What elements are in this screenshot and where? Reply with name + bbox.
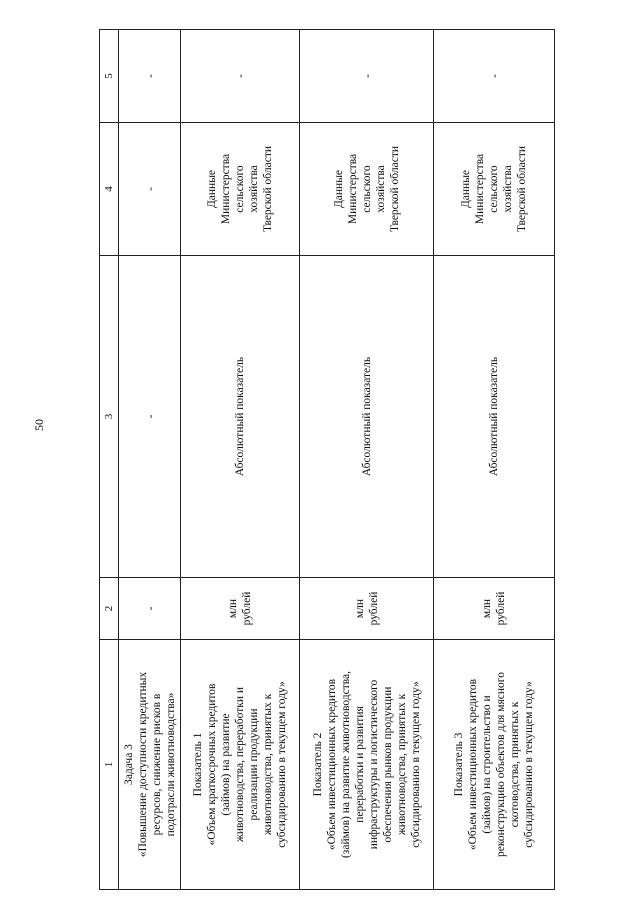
indicator-text-line: «Объем инвестиционных кредитов bbox=[467, 678, 479, 851]
indicator-description bbox=[434, 640, 555, 890]
indicator-text-line: (займов) на строительство и bbox=[481, 695, 493, 834]
task-unit: - bbox=[119, 578, 181, 640]
indicator-row bbox=[434, 30, 555, 890]
rotated-table-container bbox=[99, 30, 549, 890]
source-line: Министерства bbox=[346, 153, 359, 225]
indicator-text-line: (займов) на развитие животноводства, bbox=[339, 670, 352, 859]
indicator-method: Абсолютный показатель bbox=[181, 256, 300, 578]
task-text-line: подотрасли животноводства» bbox=[164, 692, 177, 837]
header-cell-5: 5 bbox=[100, 30, 119, 123]
indicator-row bbox=[181, 30, 300, 890]
indicator-unit bbox=[300, 578, 434, 640]
indicator-text-line: «Объем инвестиционных кредитов bbox=[325, 678, 338, 851]
indicator-title: Показатель 2 bbox=[311, 732, 324, 797]
source-line: Тверской области bbox=[388, 146, 401, 232]
unit-line: млн bbox=[227, 598, 239, 619]
task-text-line: ресурсов, снижение рисков в bbox=[150, 693, 163, 836]
task-method: - bbox=[119, 256, 181, 578]
header-cell-3: 3 bbox=[100, 256, 119, 578]
task-title: Задача 3 bbox=[122, 744, 135, 785]
indicator-text-line: инфраструктуры и логистического bbox=[367, 679, 380, 850]
task-text-line: «Повышение доступности кредитных bbox=[136, 671, 149, 858]
source-line: сельского bbox=[234, 165, 246, 213]
source-line: Министерства bbox=[220, 153, 232, 225]
indicator-title: Показатель 3 bbox=[453, 732, 465, 797]
indicator-text-line: животноводства, принятых к bbox=[262, 693, 274, 836]
unit-line: рублей bbox=[241, 591, 253, 626]
indicators-table bbox=[99, 29, 555, 890]
indicator-method: Абсолютный показатель bbox=[300, 256, 434, 578]
indicator-extra: - bbox=[300, 30, 434, 123]
source-line: хозяйства bbox=[374, 165, 387, 213]
task-description bbox=[119, 640, 181, 890]
indicator-text-line: переработки и развития bbox=[353, 706, 366, 823]
indicator-method: Абсолютный показатель bbox=[434, 256, 555, 578]
source-line: Данные bbox=[460, 169, 472, 209]
header-cell-4: 4 bbox=[100, 123, 119, 256]
source-line: Данные bbox=[332, 169, 345, 209]
indicator-unit bbox=[181, 578, 300, 640]
task-extra: - bbox=[119, 30, 181, 123]
indicator-extra: - bbox=[181, 30, 300, 123]
source-line: Данные bbox=[206, 169, 218, 209]
header-cell-1: 1 bbox=[100, 640, 119, 890]
indicator-source bbox=[300, 123, 434, 256]
indicator-text-line: субсидированию в текущем году» bbox=[409, 681, 422, 848]
indicator-text-line: скотоводства, принятых к bbox=[509, 701, 521, 828]
source-line: хозяйства bbox=[248, 165, 260, 213]
indicator-description bbox=[300, 640, 434, 890]
indicator-text-line: реконструкцию объектов для мясного bbox=[495, 672, 507, 857]
source-line: Тверской области bbox=[516, 146, 528, 232]
header-cell-2: 2 bbox=[100, 578, 119, 640]
indicator-text-line: субсидированию в текущем году» bbox=[276, 681, 288, 848]
source-line: Тверской области bbox=[262, 146, 274, 232]
indicator-description bbox=[181, 640, 300, 890]
indicator-text-line: «Объем краткосрочных кредитов bbox=[206, 683, 218, 846]
indicator-text-line: реализации продукции bbox=[248, 708, 260, 821]
source-line: Министерства bbox=[474, 153, 486, 225]
unit-line: млн bbox=[481, 598, 493, 619]
indicator-text-line: (займов) на развитие bbox=[220, 713, 232, 816]
source-line: сельского bbox=[360, 165, 373, 213]
header-row bbox=[100, 30, 119, 890]
indicator-source bbox=[434, 123, 555, 256]
unit-line: рублей bbox=[367, 591, 380, 626]
task-row bbox=[119, 30, 181, 890]
indicator-text-line: субсидированию в текущем году» bbox=[523, 681, 535, 848]
indicator-extra: - bbox=[434, 30, 555, 123]
indicator-source bbox=[181, 123, 300, 256]
task-source: - bbox=[119, 123, 181, 256]
page-number: 50 bbox=[32, 419, 46, 431]
source-line: хозяйства bbox=[502, 165, 514, 213]
indicator-row bbox=[300, 30, 434, 890]
indicator-unit bbox=[434, 578, 555, 640]
unit-line: рублей bbox=[495, 591, 507, 626]
indicator-text-line: животноводства, принятых к bbox=[395, 693, 408, 836]
source-line: сельского bbox=[488, 165, 500, 213]
indicator-title: Показатель 1 bbox=[192, 732, 204, 797]
indicator-text-line: животноводства, переработки и bbox=[234, 686, 246, 843]
unit-line: млн bbox=[353, 598, 366, 619]
indicator-text-line: обеспечения рынков продукции bbox=[381, 686, 394, 843]
